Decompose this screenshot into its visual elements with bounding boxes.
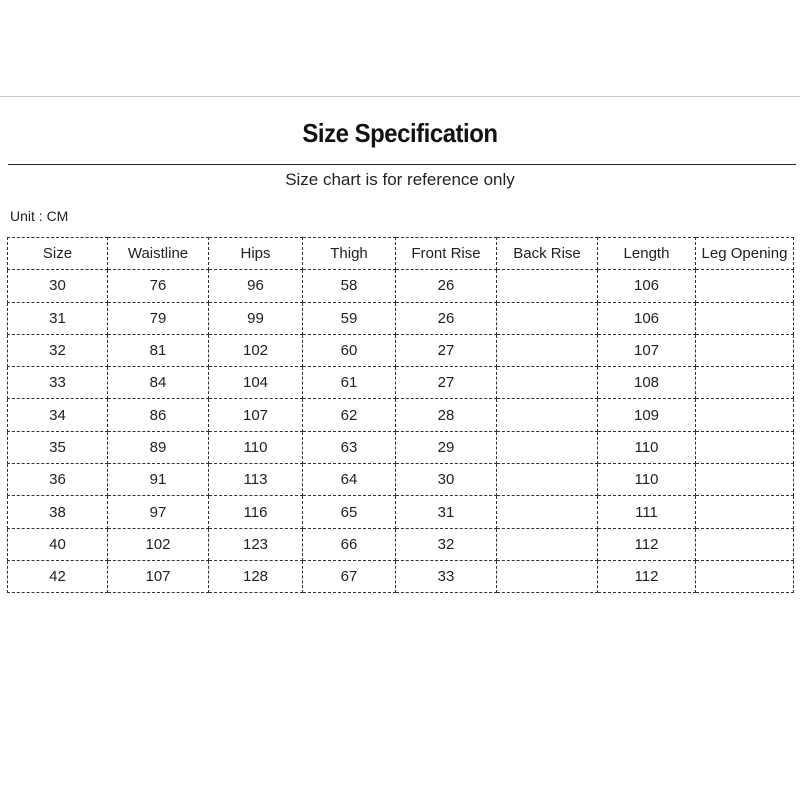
title-divider [8,164,796,165]
table-cell: 33 [396,560,497,592]
table-cell: 97 [108,496,209,528]
table-cell: 31 [396,496,497,528]
table-cell [497,431,598,463]
table-cell: 35 [8,431,108,463]
table-cell: 102 [108,528,209,560]
table-cell: 34 [8,399,108,431]
table-cell: 32 [396,528,497,560]
table-cell: 102 [209,334,303,366]
table-row [8,464,794,496]
table-cell: 42 [8,560,108,592]
table-cell [696,560,794,592]
table-cell [497,270,598,302]
table-cell [696,334,794,366]
table-cell: 84 [108,367,209,399]
table-row [8,528,794,560]
table-cell: 65 [303,496,396,528]
table-cell: 58 [303,270,396,302]
table-cell: 81 [108,334,209,366]
column-header: Leg Opening [696,238,794,270]
table-cell [696,431,794,463]
table-cell: 79 [108,302,209,334]
table-cell: 91 [108,464,209,496]
column-header: Waistline [108,238,209,270]
table-cell: 113 [209,464,303,496]
table-cell: 26 [396,302,497,334]
table-cell: 30 [396,464,497,496]
table-cell [497,399,598,431]
table-cell: 36 [8,464,108,496]
table-cell: 110 [598,464,696,496]
table-cell [696,302,794,334]
table-cell: 66 [303,528,396,560]
table-cell: 111 [598,496,696,528]
table-cell: 86 [108,399,209,431]
table-cell: 67 [303,560,396,592]
table-cell [497,334,598,366]
table-cell: 30 [8,270,108,302]
table-row [8,431,794,463]
table-cell: 63 [303,431,396,463]
table-row [8,560,794,592]
table-cell: 128 [209,560,303,592]
table-cell: 110 [209,431,303,463]
table-cell: 106 [598,270,696,302]
page-title: Size Specification [302,118,498,148]
table-cell: 110 [598,431,696,463]
column-header: Front Rise [396,238,497,270]
table-cell [696,270,794,302]
table-cell: 61 [303,367,396,399]
table-row [8,270,794,302]
size-table [7,237,794,593]
table-row [8,302,794,334]
top-divider [0,96,800,97]
table-cell: 32 [8,334,108,366]
table-cell: 89 [108,431,209,463]
table-cell: 107 [108,560,209,592]
table-row [8,334,794,366]
table-cell [497,302,598,334]
table-cell: 40 [8,528,108,560]
column-header: Length [598,238,696,270]
table-cell: 76 [108,270,209,302]
table-cell: 106 [598,302,696,334]
table-cell: 107 [209,399,303,431]
table-cell: 26 [396,270,497,302]
table-cell: 27 [396,367,497,399]
column-header: Thigh [303,238,396,270]
table-cell: 27 [396,334,497,366]
table-cell: 64 [303,464,396,496]
table-cell: 96 [209,270,303,302]
table-cell: 107 [598,334,696,366]
column-header: Back Rise [497,238,598,270]
table-cell: 33 [8,367,108,399]
table-cell: 29 [396,431,497,463]
table-cell: 38 [8,496,108,528]
table-cell [696,399,794,431]
table-cell [696,464,794,496]
table-cell: 104 [209,367,303,399]
table-cell: 109 [598,399,696,431]
table-cell [497,464,598,496]
table-cell: 62 [303,399,396,431]
header-row [8,238,794,270]
table-cell [696,528,794,560]
table-cell [696,367,794,399]
subtitle: Size chart is for reference only [285,170,515,189]
table-cell: 112 [598,560,696,592]
table-cell: 31 [8,302,108,334]
table-cell: 28 [396,399,497,431]
table-cell: 123 [209,528,303,560]
table-cell: 99 [209,302,303,334]
table-cell [497,367,598,399]
table-cell: 108 [598,367,696,399]
table-cell [696,496,794,528]
table-cell: 59 [303,302,396,334]
table-row [8,399,794,431]
table-cell [497,528,598,560]
unit-label: Unit : CM [10,208,69,224]
column-header: Hips [209,238,303,270]
table-cell [497,496,598,528]
table-cell: 112 [598,528,696,560]
table-row [8,496,794,528]
table-cell [497,560,598,592]
table-cell: 116 [209,496,303,528]
column-header: Size [8,238,108,270]
table-cell: 60 [303,334,396,366]
table-row [8,367,794,399]
